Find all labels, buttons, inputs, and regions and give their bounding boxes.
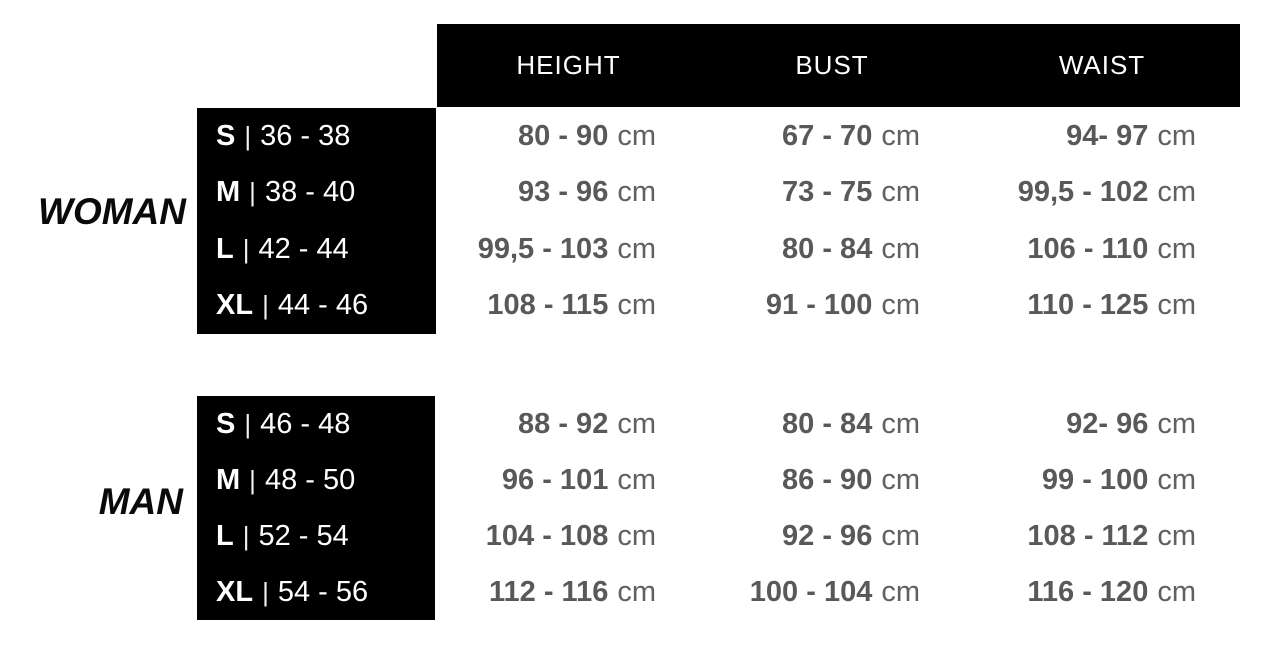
cell-woman-xl-waist: [964, 278, 1240, 335]
size-range: 44 - 46: [277, 289, 369, 322]
unit-label: cm: [617, 232, 656, 265]
size-range: 48 - 50: [264, 463, 356, 496]
woman-measurements-grid: [437, 108, 1240, 334]
cell-man-m-bust: [700, 452, 964, 508]
unit-label: cm: [881, 289, 920, 322]
cell-woman-m-bust: [700, 165, 964, 222]
value: 80 - 84: [782, 232, 873, 265]
value: 99,5 - 102: [1017, 176, 1149, 209]
unit-label: cm: [881, 463, 920, 496]
section-label-woman: WOMAN: [38, 191, 186, 232]
value: 91 - 100: [765, 289, 873, 322]
unit-label: cm: [881, 519, 920, 552]
cell-man-l-waist: [964, 508, 1240, 564]
value: 96 - 101: [501, 463, 609, 496]
cell-man-l-height: [437, 508, 700, 564]
cell-woman-l-waist: [964, 221, 1240, 278]
separator-bar: |: [242, 520, 250, 551]
size-range: 42 - 44: [258, 232, 349, 265]
separator-bar: |: [262, 576, 269, 607]
cell-woman-m-waist: [964, 165, 1240, 222]
size-range: 46 - 48: [260, 407, 351, 440]
cell-woman-s-height: [437, 108, 700, 165]
separator-bar: |: [249, 177, 256, 208]
cell-man-xl-waist: [964, 564, 1240, 620]
cell-woman-l-height: [437, 221, 700, 278]
value: 80 - 90: [518, 119, 609, 152]
size-label: M: [216, 176, 241, 209]
cell-man-m-height: [437, 452, 700, 508]
woman-size-row-m: [197, 165, 436, 222]
unit-label: cm: [617, 176, 656, 209]
cell-man-xl-height: [437, 564, 700, 620]
size-label: L: [216, 232, 234, 265]
value: 104 - 108: [485, 519, 609, 552]
cell-woman-l-bust: [700, 221, 964, 278]
column-header-height: HEIGHT: [516, 50, 621, 80]
unit-label: cm: [881, 232, 920, 265]
size-range: 36 - 38: [260, 119, 351, 152]
value: 110 - 125: [1027, 289, 1149, 322]
cell-man-xl-bust: [700, 564, 964, 620]
cell-woman-m-height: [437, 165, 700, 222]
value: 80 - 84: [782, 407, 873, 440]
woman-size-row-xl: [197, 278, 436, 335]
value: 67 - 70: [782, 119, 873, 152]
unit-label: cm: [1157, 289, 1196, 322]
cell-man-s-bust: [700, 396, 964, 452]
size-range: 52 - 54: [258, 519, 349, 552]
unit-label: cm: [1157, 575, 1196, 608]
man-size-row-m: [197, 452, 435, 508]
man-size-row-xl: [197, 564, 435, 620]
value: 93 - 96: [518, 176, 609, 209]
value: 108 - 112: [1027, 519, 1149, 552]
value: 86 - 90: [782, 463, 873, 496]
value: 92 - 96: [782, 519, 873, 552]
value: 88 - 92: [518, 407, 609, 440]
column-header-bar: [437, 24, 1240, 107]
unit-label: cm: [1157, 232, 1196, 265]
man-size-row-l: [197, 508, 435, 564]
woman-size-box: [197, 108, 436, 334]
size-range: 54 - 56: [277, 575, 369, 608]
unit-label: cm: [881, 176, 920, 209]
unit-label: cm: [1157, 176, 1196, 209]
separator-bar: |: [262, 290, 269, 321]
size-label: XL: [216, 289, 254, 322]
value: 94- 97: [1066, 119, 1149, 152]
unit-label: cm: [617, 407, 656, 440]
unit-label: cm: [881, 119, 920, 152]
separator-bar: |: [244, 408, 252, 439]
man-size-box: [197, 396, 435, 620]
man-size-row-s: [197, 396, 435, 452]
section-label-man: MAN: [98, 481, 183, 522]
cell-man-s-waist: [964, 396, 1240, 452]
cell-woman-s-bust: [700, 108, 964, 165]
value: 106 - 110: [1027, 232, 1149, 265]
woman-size-row-l: [197, 221, 436, 278]
separator-bar: |: [242, 233, 250, 264]
unit-label: cm: [1157, 119, 1196, 152]
unit-label: cm: [1157, 463, 1196, 496]
separator-bar: |: [249, 464, 256, 495]
column-header-waist: WAIST: [1058, 50, 1146, 80]
unit-label: cm: [617, 519, 656, 552]
unit-label: cm: [617, 119, 656, 152]
woman-size-row-s: [197, 108, 436, 165]
unit-label: cm: [1157, 519, 1196, 552]
size-label: L: [216, 519, 234, 552]
value: 99 - 100: [1041, 463, 1149, 496]
value: 108 - 115: [487, 289, 609, 322]
unit-label: cm: [881, 575, 920, 608]
cell-woman-xl-bust: [700, 278, 964, 335]
size-label: M: [216, 463, 241, 496]
separator-bar: |: [244, 120, 252, 151]
value: 73 - 75: [782, 176, 873, 209]
cell-woman-s-waist: [964, 108, 1240, 165]
value: 99,5 - 103: [477, 232, 609, 265]
man-measurements-grid: [437, 396, 1240, 620]
unit-label: cm: [617, 289, 656, 322]
value: 92- 96: [1066, 407, 1149, 440]
cell-man-s-height: [437, 396, 700, 452]
unit-label: cm: [617, 575, 656, 608]
column-header-bust: BUST: [795, 50, 869, 80]
unit-label: cm: [1157, 407, 1196, 440]
cell-woman-xl-height: [437, 278, 700, 335]
size-label: S: [216, 119, 236, 152]
size-label: XL: [216, 575, 254, 608]
value: 116 - 120: [1027, 575, 1149, 608]
unit-label: cm: [881, 407, 920, 440]
size-label: S: [216, 407, 236, 440]
value: 112 - 116: [488, 575, 609, 608]
unit-label: cm: [617, 463, 656, 496]
cell-man-m-waist: [964, 452, 1240, 508]
cell-man-l-bust: [700, 508, 964, 564]
value: 100 - 104: [749, 575, 873, 608]
size-range: 38 - 40: [264, 176, 356, 209]
